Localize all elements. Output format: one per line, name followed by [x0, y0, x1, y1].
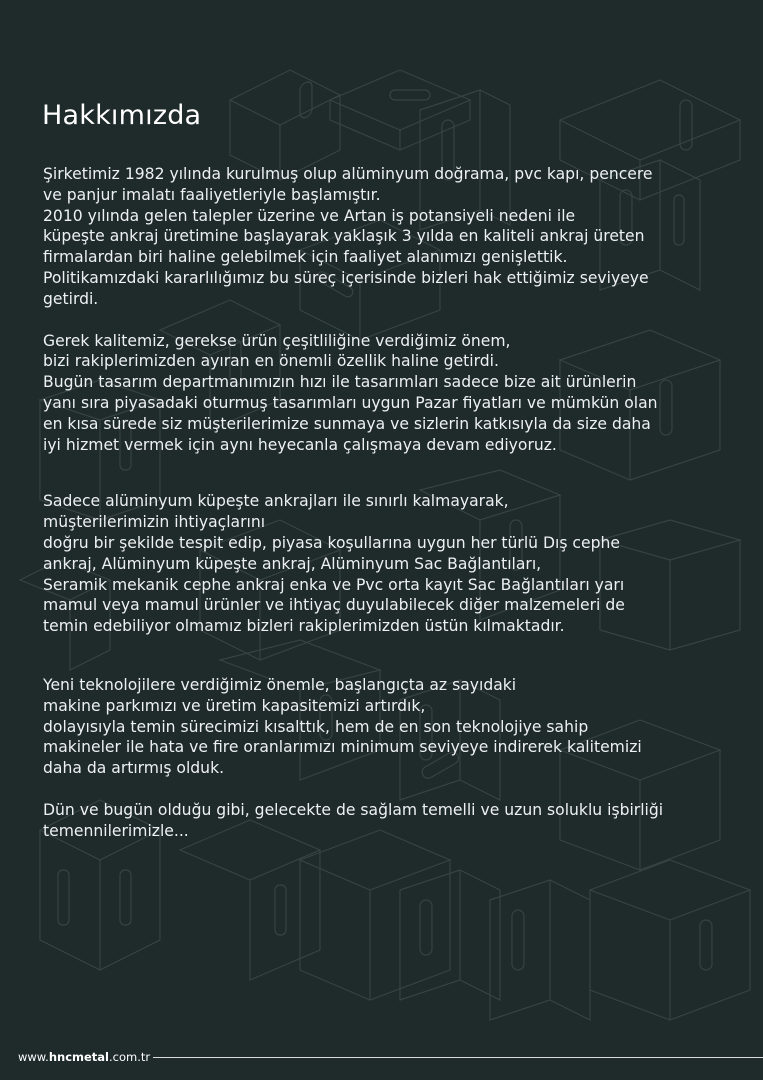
text-line: Yeni teknolojilere verdiğimiz önemle, başlangıçta az sayıdaki — [43, 675, 517, 694]
text-line: Bugün tasarım departmanımızın hızı ile tasarımları sadece bize ait ürünlerin — [43, 373, 637, 392]
text-line: mamul veya mamul ürünler ve ihtiyaç duyulabilecek diğer malzemeleri de — [43, 596, 625, 615]
paragraph-technology — [43, 675, 733, 779]
text-line: küpeşte ankraj üretimine başlayarak yaklaşık 3 yılda en kaliteli ankraj üreten — [43, 227, 645, 246]
text-line: makineler ile hata ve fire oranlarımızı minimum seviyeye indirerek kalitemizi — [43, 738, 642, 757]
text-line: doğru bir şekilde tespit edip, piyasa koşullarına uygun her türlü Dış cephe — [43, 533, 620, 552]
text-line: Gerek kalitemiz, gerekse ürün çeşitliliğine verdiğimiz önem, — [43, 331, 511, 350]
website-url[interactable] — [18, 1050, 150, 1064]
text-line: müşterilerimizin ihtiyaçlarını — [43, 513, 266, 532]
paragraph-history — [43, 164, 733, 310]
text-line: dolayısıyla temin sürecimizi kısalttık, hem de en son teknolojiye sahip — [43, 717, 589, 736]
paragraph-products — [43, 491, 733, 637]
text-line: Politikamızdaki kararlılığımız bu süreç içerisinde bizleri hak ettiğimiz seviyeye — [43, 268, 649, 287]
text-line: iyi hizmet vermek için aynı heyecanla çalışmaya devam ediyoruz. — [43, 435, 557, 454]
text-line: temennilerimizle... — [43, 821, 189, 840]
paragraph-quality — [43, 331, 733, 456]
text-line: ve panjur imalatı faaliyetleriyle başlamıştır. — [43, 185, 381, 204]
about-text — [43, 164, 733, 842]
text-line: yanı sıra piyasadaki oturmuş tasarımları uygun Pazar fiyatları ve mümkün olan — [43, 393, 658, 412]
text-line: Seramik mekanik cephe ankraj enka ve Pvc orta kayıt Sac Bağlantıları yarı — [43, 575, 625, 594]
text-line: getirdi. — [43, 289, 99, 308]
text-line: 2010 yılında gelen talepler üzerine ve Artan iş potansiyeli nedeni ile — [43, 206, 576, 225]
url-brand: hncmetal — [48, 1050, 110, 1064]
text-line: Sadece alüminyum küpeşte ankrajları ile sınırlı kalmayarak, — [43, 492, 509, 511]
text-line: temin edebiliyor olmamız bizleri rakiplerimizden üstün kılmaktadır. — [43, 617, 565, 636]
text-line: bizi rakiplerimizden ayıran en önemli özellik haline getirdi. — [43, 352, 499, 371]
paragraph-closing — [43, 800, 733, 842]
text-line: daha da artırmış olduk. — [43, 759, 225, 778]
page-title: Hakkımızda — [42, 100, 202, 131]
footer-divider — [153, 1057, 763, 1058]
url-prefix: www. — [18, 1050, 49, 1064]
text-line: ankraj, Alüminyum küpeşte ankraj, Alüminyum Sac Bağlantıları, — [43, 554, 542, 573]
text-line: makine parkımızı ve üretim kapasitemizi artırdık, — [43, 696, 426, 715]
text-line: Dün ve bugün olduğu gibi, gelecekte de sağlam temelli ve uzun soluklu işbirliği — [43, 800, 664, 819]
text-line: en kısa sürede siz müşterilerimize sunmaya ve sizlerin katkısıyla da size daha — [43, 414, 651, 433]
text-line: Şirketimiz 1982 yılında kurulmuş olup alüminyum doğrama, pvc kapı, pencere — [43, 165, 653, 183]
url-suffix: .com.tr — [109, 1050, 151, 1064]
text-line: firmalardan biri haline gelebilmek için faaliyet alanımızı genişlettik. — [43, 248, 568, 267]
